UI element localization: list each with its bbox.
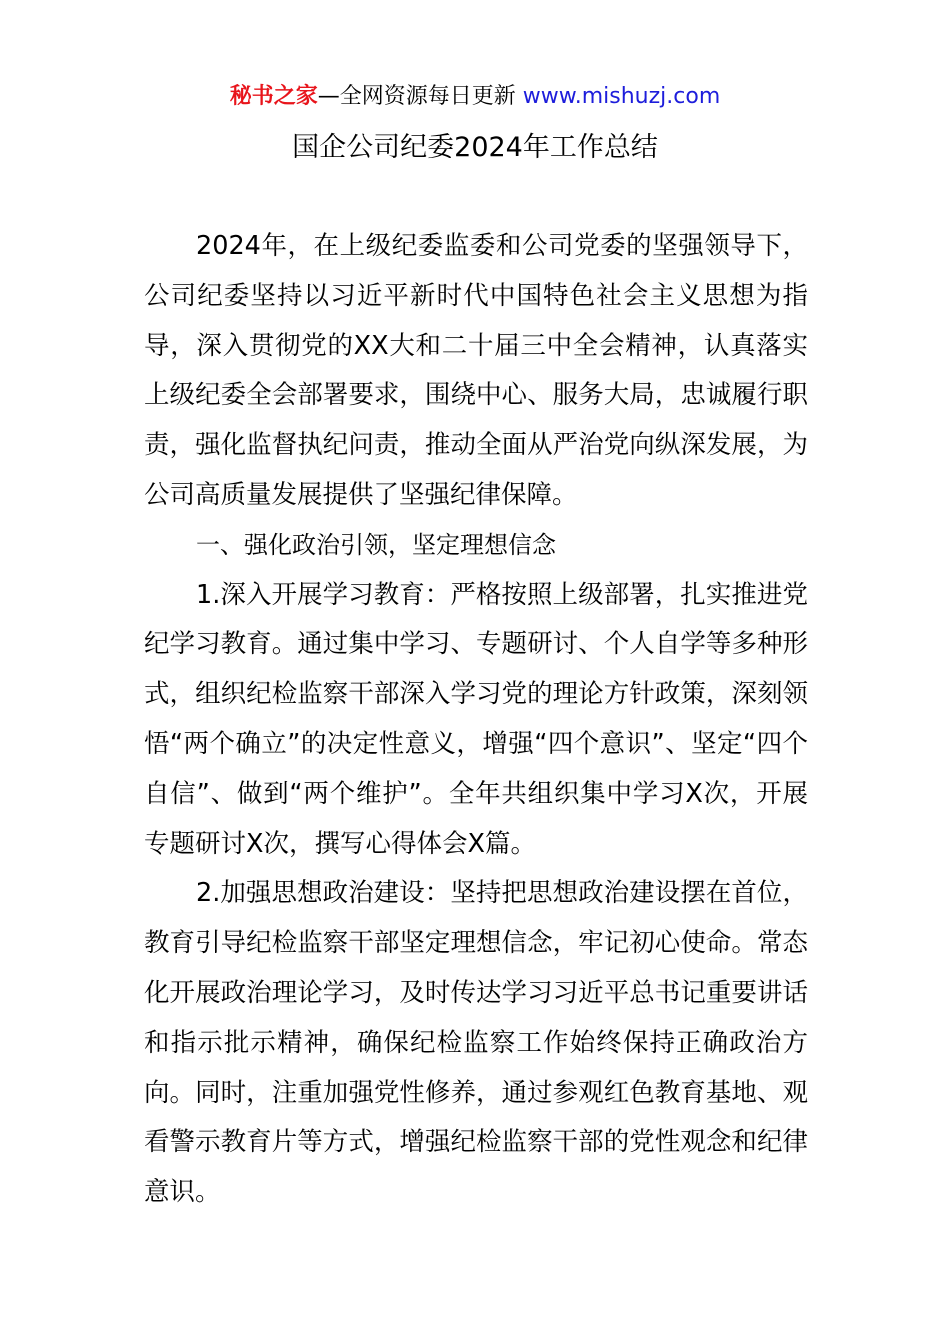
- document-body: [144, 222, 808, 1218]
- site-url-link[interactable]: www.mishuzj.com: [522, 84, 721, 109]
- intro-paragraph: 2024年，在上级纪委监委和公司党委的坚强领导下，公司纪委坚持以习近平新时代中国特色社会主义思想为指导，深入贯彻党的XX大和二十届三中全会精神，认真落实上级纪委全会部署要求，围绕中心、服务大局，忠诚履行职责，强化监督执纪问责，推动全面从严治党向纵深发展，为公司高质量发展提供了坚强纪律保障。: [144, 231, 808, 510]
- site-brand: 秘书之家: [229, 84, 318, 109]
- site-tagline: —全网资源每日更新: [317, 84, 523, 109]
- section-1-heading: 一、强化政治引领，坚定理想信念: [196, 530, 556, 559]
- document-title: 国企公司纪委2024年工作总结: [292, 132, 658, 163]
- item-1-paragraph: 1.深入开展学习教育：严格按照上级部署，扎实推进党纪学习教育。通过集中学习、专题研讨、个人自学等多种形式，组织纪检监察干部深入学习党的理论方针政策，深刻领悟“两个确立”的决定性意义，增强“四个意识”、坚定“四个自信”、做到“两个维护”。全年共组织集中学习X次，开展专题研讨X次，撰写心得体会X篇。: [144, 579, 808, 859]
- item-2-paragraph: 2.加强思想政治建设：坚持把思想政治建设摆在首位，教育引导纪检监察干部坚定理想信念，牢记初心使命。常态化开展政治理论学习，及时传达学习习近平总书记重要讲话和指示批示精神，确保纪检监察工作始终保持正确政治方向。同时，注重加强党性修养，通过参观红色教育基地、观看警示教育片等方式，增强纪检监察干部的党性观念和纪律意识。: [144, 878, 808, 1208]
- site-header: [0, 80, 950, 114]
